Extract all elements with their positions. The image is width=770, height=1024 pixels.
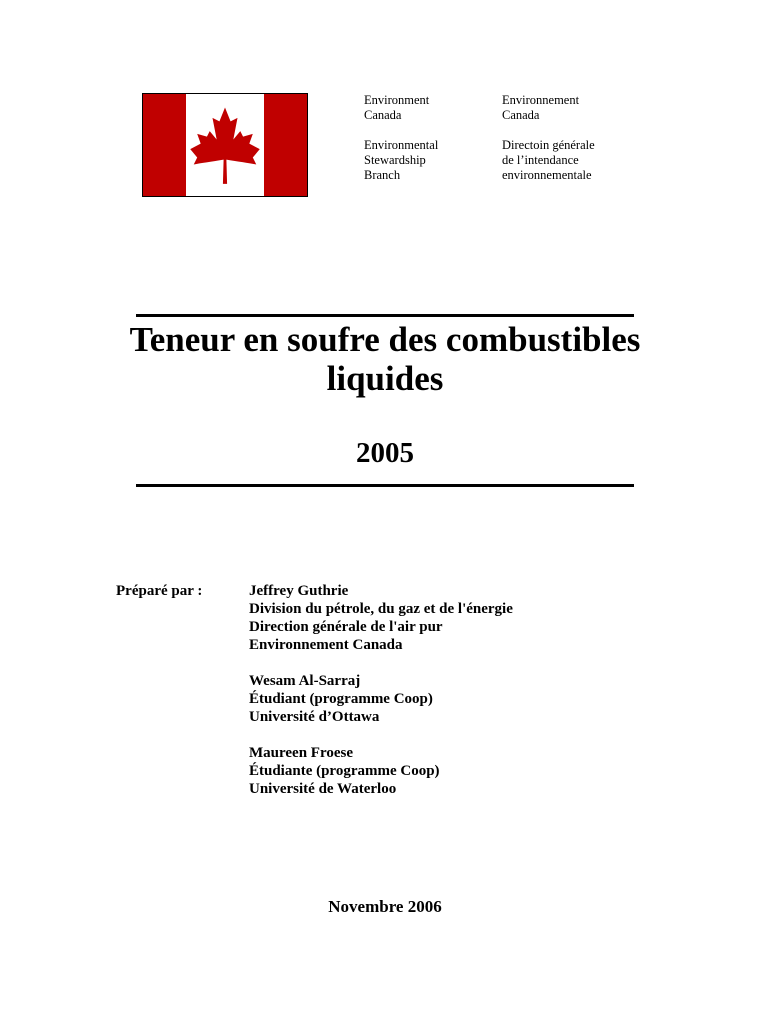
author-block <box>249 744 649 798</box>
bottom-divider <box>136 484 634 487</box>
flag-center <box>186 94 264 196</box>
top-divider <box>136 314 634 317</box>
author-affiliation-line: Étudiante (programme Coop) <box>249 763 440 779</box>
author-name: Wesam Al-Sarraj <box>249 673 361 689</box>
author-affiliation-line: Direction générale de l'air pur <box>249 619 443 635</box>
prepared-by-label: Préparé par : <box>116 583 203 599</box>
branch-name-en: Environmental Stewardship Branch <box>364 138 439 182</box>
header-english-column <box>364 93 484 198</box>
canada-flag-icon <box>142 93 308 197</box>
document-year: 2005 <box>356 437 414 469</box>
authors-list <box>249 582 649 816</box>
author-name: Maureen Froese <box>249 745 353 761</box>
author-affiliation-line: Étudiant (programme Coop) <box>249 691 433 707</box>
flag-right-band <box>264 94 307 196</box>
maple-leaf-icon <box>190 104 260 186</box>
department-name-fr: Environnement Canada <box>502 93 580 122</box>
author-block <box>249 582 649 654</box>
author-block <box>249 672 649 726</box>
publication-date: Novembre 2006 <box>328 897 442 916</box>
author-name: Jeffrey Guthrie <box>249 583 349 599</box>
branch-name-fr: Directoin générale de l’intendance environnementale <box>502 138 595 182</box>
author-affiliation-line: Division du pétrole, du gaz et de l'énergie <box>249 601 513 617</box>
document-title: Teneur en soufre des combustibles liquides <box>129 320 641 398</box>
department-name-en: Environment Canada <box>364 93 430 122</box>
header-french-column <box>502 93 652 198</box>
author-affiliation-line: Environnement Canada <box>249 637 403 653</box>
author-affiliation-line: Université de Waterloo <box>249 781 397 797</box>
author-affiliation-line: Université d’Ottawa <box>249 709 380 725</box>
flag-left-band <box>143 94 186 196</box>
